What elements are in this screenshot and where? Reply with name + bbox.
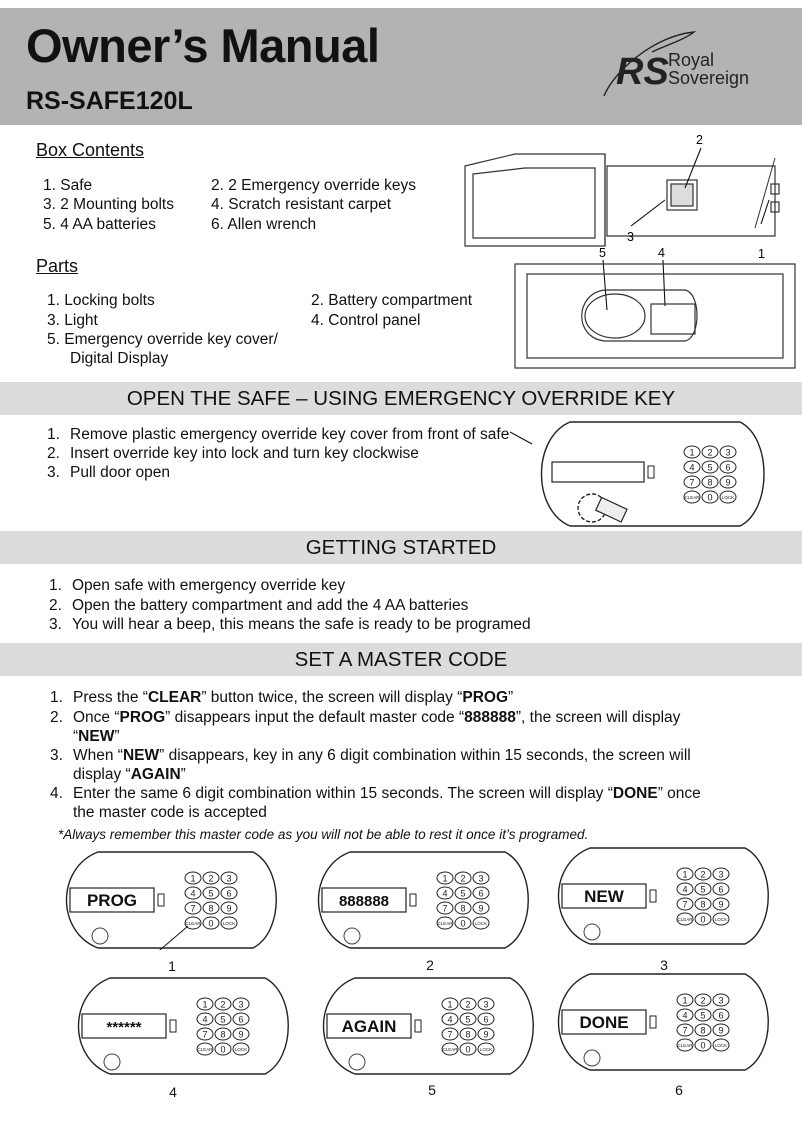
keypad-key	[713, 868, 729, 880]
keypad-key	[478, 1013, 494, 1025]
keypad-key-label: 9	[238, 1029, 244, 1040]
panel-display-text: PROG	[86, 891, 138, 910]
keypad-key	[473, 917, 489, 929]
keypad-key	[695, 994, 711, 1006]
keypad-key	[221, 902, 237, 914]
keypad-key-label: LOCK	[474, 921, 488, 926]
keypad-key	[695, 1039, 711, 1051]
keypad-key	[203, 917, 219, 929]
keypad-key	[437, 902, 453, 914]
parts-heading: Parts	[36, 256, 79, 276]
keypad-key	[677, 883, 693, 895]
override-key-illustration	[510, 418, 772, 532]
keypad-key-label: 6	[226, 888, 232, 899]
keypad	[684, 446, 736, 503]
step: 2. Once “PROG” disappears input the default master code “888888”, the screen will display “NEW”	[50, 709, 681, 745]
keypad-key	[684, 446, 700, 458]
keypad-key	[460, 1043, 476, 1055]
keypad-key-label: 5	[208, 888, 214, 899]
list-item: 3. Light	[47, 312, 98, 329]
panel-label: 2	[426, 957, 434, 973]
keypad-key-label: 5	[460, 888, 466, 899]
lock-panel-illustration	[540, 972, 775, 1072]
keypad-key	[197, 1028, 213, 1040]
box-contents-heading: Box Contents	[36, 140, 145, 160]
keypad-key-label: 5	[700, 1010, 706, 1021]
list-item: 2. Battery compartment	[311, 292, 473, 309]
keypad-key-label: CLEAR	[442, 1047, 458, 1052]
keypad-key	[695, 883, 711, 895]
keypad-key	[677, 1039, 693, 1051]
keypad-key-label: 3	[478, 873, 484, 884]
keypad-key-label: CLEAR	[437, 921, 453, 926]
keypad-key-label: LOCK	[721, 495, 735, 500]
keypad-key-label: 1	[202, 999, 208, 1010]
keypad-key-label: 6	[478, 888, 484, 899]
step: 2. Insert override key into lock and turn key clockwise	[47, 445, 419, 462]
panel-label: 5	[428, 1082, 436, 1098]
callout-label: 5	[599, 246, 606, 260]
keypad-key	[702, 476, 718, 488]
panel-display-text: AGAIN	[341, 1017, 397, 1036]
safe-parts-diagram	[455, 128, 800, 376]
keypad-key	[185, 902, 201, 914]
keypad-key	[197, 1043, 213, 1055]
keypad-key	[473, 872, 489, 884]
callout-label: 4	[658, 246, 665, 260]
keypad-key-label: 2	[707, 447, 713, 458]
lock-panel-illustration	[305, 976, 540, 1076]
callout-label: 2	[696, 133, 703, 147]
keypad-key	[197, 1013, 213, 1025]
keypad-key-label: 6	[725, 462, 731, 473]
keypad-key	[702, 446, 718, 458]
keypad-key-label: 0	[220, 1044, 226, 1055]
keypad-key	[695, 1009, 711, 1021]
keypad-key	[437, 917, 453, 929]
keypad-key-label: 6	[483, 1014, 489, 1025]
keypad-key-label: 9	[478, 903, 484, 914]
step: 3. You will hear a beep, this means the safe is ready to be programed	[49, 616, 531, 633]
keypad-key	[215, 1013, 231, 1025]
keypad-key-label: 2	[700, 995, 706, 1006]
model-number: RS-SAFE120L	[26, 87, 193, 115]
keypad-key-label: 2	[208, 873, 214, 884]
keypad-key	[695, 898, 711, 910]
keypad-key-label: 5	[465, 1014, 471, 1025]
keypad-key-label: 9	[718, 899, 724, 910]
keypad-key	[684, 491, 700, 503]
keypad-key	[215, 998, 231, 1010]
panel-label: 6	[675, 1082, 683, 1098]
keypad-key	[473, 902, 489, 914]
keypad-key-label: 1	[190, 873, 196, 884]
keypad-key-label: 6	[238, 1014, 244, 1025]
keypad-key-label: 2	[460, 873, 466, 884]
keypad-key-label: LOCK	[234, 1047, 248, 1052]
step: 1. Open safe with emergency override key	[49, 577, 346, 594]
brand-line1: Royal	[668, 50, 715, 70]
keypad-key-label: 0	[208, 918, 214, 929]
keypad-key	[677, 868, 693, 880]
keypad-key	[203, 887, 219, 899]
keypad-key-label: 7	[682, 1025, 688, 1036]
section-banner-master-code: SET A MASTER CODE	[0, 643, 802, 676]
keypad-key	[221, 887, 237, 899]
keypad-key	[203, 872, 219, 884]
lock-panel-illustration	[48, 850, 283, 950]
list-item: 1. Safe	[43, 177, 93, 194]
keypad-key	[695, 1024, 711, 1036]
keypad-key	[185, 887, 201, 899]
keypad-key	[221, 917, 237, 929]
open-safe-illustration	[465, 154, 779, 246]
keypad-key	[677, 1024, 693, 1036]
keypad-key-label: CLEAR	[677, 1043, 693, 1048]
brand-initials: RS	[616, 51, 669, 93]
keypad-key-label: 3	[483, 999, 489, 1010]
keypad-key-label: 4	[442, 888, 448, 899]
keypad-key	[713, 913, 729, 925]
keypad-key-label: 4	[682, 884, 688, 895]
keypad-key-label: 2	[220, 999, 226, 1010]
brand-line2: Sovereign	[668, 68, 750, 88]
panel-display-text: DONE	[579, 1013, 629, 1032]
keypad-key	[677, 898, 693, 910]
keypad-key-label: 4	[447, 1014, 453, 1025]
keypad-key-label: LOCK	[222, 921, 236, 926]
keypad-key	[460, 1013, 476, 1025]
keypad-key-label: CLEAR	[185, 921, 201, 926]
step: 4. Enter the same 6 digit combination within 15 seconds. The screen will display “DONE” once the master code is accepted	[50, 785, 701, 821]
keypad-key-label: 8	[220, 1029, 226, 1040]
keypad-key	[460, 1028, 476, 1040]
keypad-key-label: CLEAR	[677, 917, 693, 922]
keypad-key-label: 1	[682, 995, 688, 1006]
page-title: Owner’s Manual	[26, 19, 380, 72]
keypad-key	[684, 476, 700, 488]
keypad-key	[478, 1028, 494, 1040]
keypad-key-label: 6	[718, 884, 724, 895]
keypad-key	[720, 491, 736, 503]
keypad-key	[713, 1024, 729, 1036]
keypad-key-label: 8	[700, 1025, 706, 1036]
panel-display-text: ******	[106, 1019, 142, 1036]
master-code-note: *Always remember this master code as you will not be able to rest it once it’s programed.	[58, 827, 589, 842]
closed-safe-illustration	[515, 264, 795, 368]
keypad-key-label: 4	[202, 1014, 208, 1025]
step: 2. Open the battery compartment and add the 4 AA batteries	[49, 597, 469, 614]
keypad-key	[455, 887, 471, 899]
keypad-key	[713, 1039, 729, 1051]
keypad-key	[713, 1009, 729, 1021]
list-item: 6. Allen wrench	[211, 216, 317, 233]
keypad-key	[695, 913, 711, 925]
keypad-key-label: LOCK	[714, 1043, 728, 1048]
keypad-key-label: CLEAR	[684, 495, 700, 500]
keypad-key-label: 4	[682, 1010, 688, 1021]
keypad-key	[233, 1013, 249, 1025]
list-item: 3. 2 Mounting bolts	[43, 196, 174, 213]
keypad-key	[455, 917, 471, 929]
keypad-key-label: 1	[689, 447, 695, 458]
keypad-key	[677, 994, 693, 1006]
keypad-key	[702, 491, 718, 503]
callout-label: 3	[627, 230, 634, 244]
keypad-key	[460, 998, 476, 1010]
section-banner-getting-started: GETTING STARTED	[0, 531, 802, 564]
list-item: 5. 4 AA batteries	[43, 216, 156, 233]
lock-panel-illustration	[540, 846, 775, 946]
keypad-key-label: 8	[465, 1029, 471, 1040]
keypad-key-label: 3	[725, 447, 731, 458]
keypad-key	[677, 913, 693, 925]
keypad-key-label: 3	[226, 873, 232, 884]
keypad-key-label: 7	[202, 1029, 208, 1040]
keypad-key	[695, 868, 711, 880]
list-item: Digital Display	[70, 350, 169, 367]
keypad-key	[442, 1028, 458, 1040]
keypad-key-label: 5	[220, 1014, 226, 1025]
keypad-key-label: 8	[460, 903, 466, 914]
keypad-key	[702, 461, 718, 473]
keypad-key	[442, 1043, 458, 1055]
keypad-key	[720, 446, 736, 458]
lock-panel-illustration	[60, 976, 295, 1076]
keypad-key-label: 7	[190, 903, 196, 914]
list-item: 4. Control panel	[311, 312, 421, 329]
keypad-key-label: 3	[718, 869, 724, 880]
keypad-key	[197, 998, 213, 1010]
list-item: 4. Scratch resistant carpet	[211, 196, 392, 213]
keypad-key-label: 0	[700, 914, 706, 925]
keypad-key-label: 3	[238, 999, 244, 1010]
keypad-key-label: 0	[700, 1040, 706, 1051]
list-item: 2. 2 Emergency override keys	[211, 177, 417, 194]
keypad-key-label: 4	[190, 888, 196, 899]
keypad-key	[713, 883, 729, 895]
keypad-key-label: 2	[700, 869, 706, 880]
keypad-key	[437, 887, 453, 899]
keypad-key-label: 1	[442, 873, 448, 884]
keypad-key	[713, 994, 729, 1006]
list-item: 5. Emergency override key cover/	[47, 331, 278, 348]
keypad-key-label: 7	[682, 899, 688, 910]
step: 1. Press the “CLEAR” button twice, the screen will display “PROG”	[50, 689, 514, 706]
keypad-key	[185, 872, 201, 884]
keypad-key	[473, 887, 489, 899]
keypad-key-label: 8	[208, 903, 214, 914]
keypad-key-label: 0	[707, 492, 713, 503]
keypad-key	[215, 1028, 231, 1040]
section-banner-open-safe: OPEN THE SAFE – USING EMERGENCY OVERRIDE KEY	[0, 382, 802, 415]
keypad-key-label: 9	[483, 1029, 489, 1040]
brand-logo	[594, 26, 784, 102]
keypad-key-label: 1	[447, 999, 453, 1010]
step: 1. Remove plastic emergency override key cover from front of safe	[47, 426, 510, 443]
keypad-key-label: 2	[465, 999, 471, 1010]
panel-display-text: 888888	[338, 893, 390, 910]
panel-label: 3	[660, 957, 668, 973]
keypad-key-label: 4	[689, 462, 695, 473]
keypad-key-label: 0	[460, 918, 466, 929]
keypad-key	[720, 461, 736, 473]
keypad-key-label: 8	[707, 477, 713, 488]
keypad-key	[720, 476, 736, 488]
keypad-key	[233, 998, 249, 1010]
keypad-key	[185, 917, 201, 929]
keypad-key	[455, 872, 471, 884]
keypad-key-label: 7	[447, 1029, 453, 1040]
callout-lines	[603, 148, 769, 310]
list-item: 1. Locking bolts	[47, 292, 155, 309]
keypad-key	[442, 1013, 458, 1025]
lock-panel-illustration	[300, 850, 535, 950]
keypad-key-label: LOCK	[714, 917, 728, 922]
keypad-key	[478, 1043, 494, 1055]
keypad-key	[221, 872, 237, 884]
keypad-key-label: 7	[689, 477, 695, 488]
keypad-key-label: 1	[682, 869, 688, 880]
keypad-key	[442, 998, 458, 1010]
keypad-key-label: 8	[700, 899, 706, 910]
panel-display-text: NEW	[584, 887, 624, 906]
keypad-key	[437, 872, 453, 884]
keypad-key-label: 9	[718, 1025, 724, 1036]
keypad-key-label: LOCK	[479, 1047, 493, 1052]
step: 3. When “NEW” disappears, key in any 6 digit combination within 15 seconds, the screen will display “AGAIN”	[50, 747, 691, 783]
keypad-key	[684, 461, 700, 473]
keypad-key-label: 3	[718, 995, 724, 1006]
panel-label: 1	[168, 958, 176, 974]
keypad-key-label: 5	[700, 884, 706, 895]
keypad-key-label: 9	[226, 903, 232, 914]
keypad-key	[215, 1043, 231, 1055]
keypad-key-label: 0	[465, 1044, 471, 1055]
keypad-key-label: CLEAR	[197, 1047, 213, 1052]
keypad-key-label: 6	[718, 1010, 724, 1021]
keypad-key	[677, 1009, 693, 1021]
keypad-key	[713, 898, 729, 910]
step: 3. Pull door open	[47, 464, 170, 481]
keypad-key-label: 5	[707, 462, 713, 473]
keypad-key	[455, 902, 471, 914]
keypad-key	[233, 1043, 249, 1055]
keypad-key	[203, 902, 219, 914]
keypad-key-label: 9	[725, 477, 731, 488]
callout-label: 1	[758, 247, 765, 261]
keypad-key	[233, 1028, 249, 1040]
keypad-key	[478, 998, 494, 1010]
panel-label: 4	[169, 1084, 177, 1100]
keypad-key-label: 7	[442, 903, 448, 914]
